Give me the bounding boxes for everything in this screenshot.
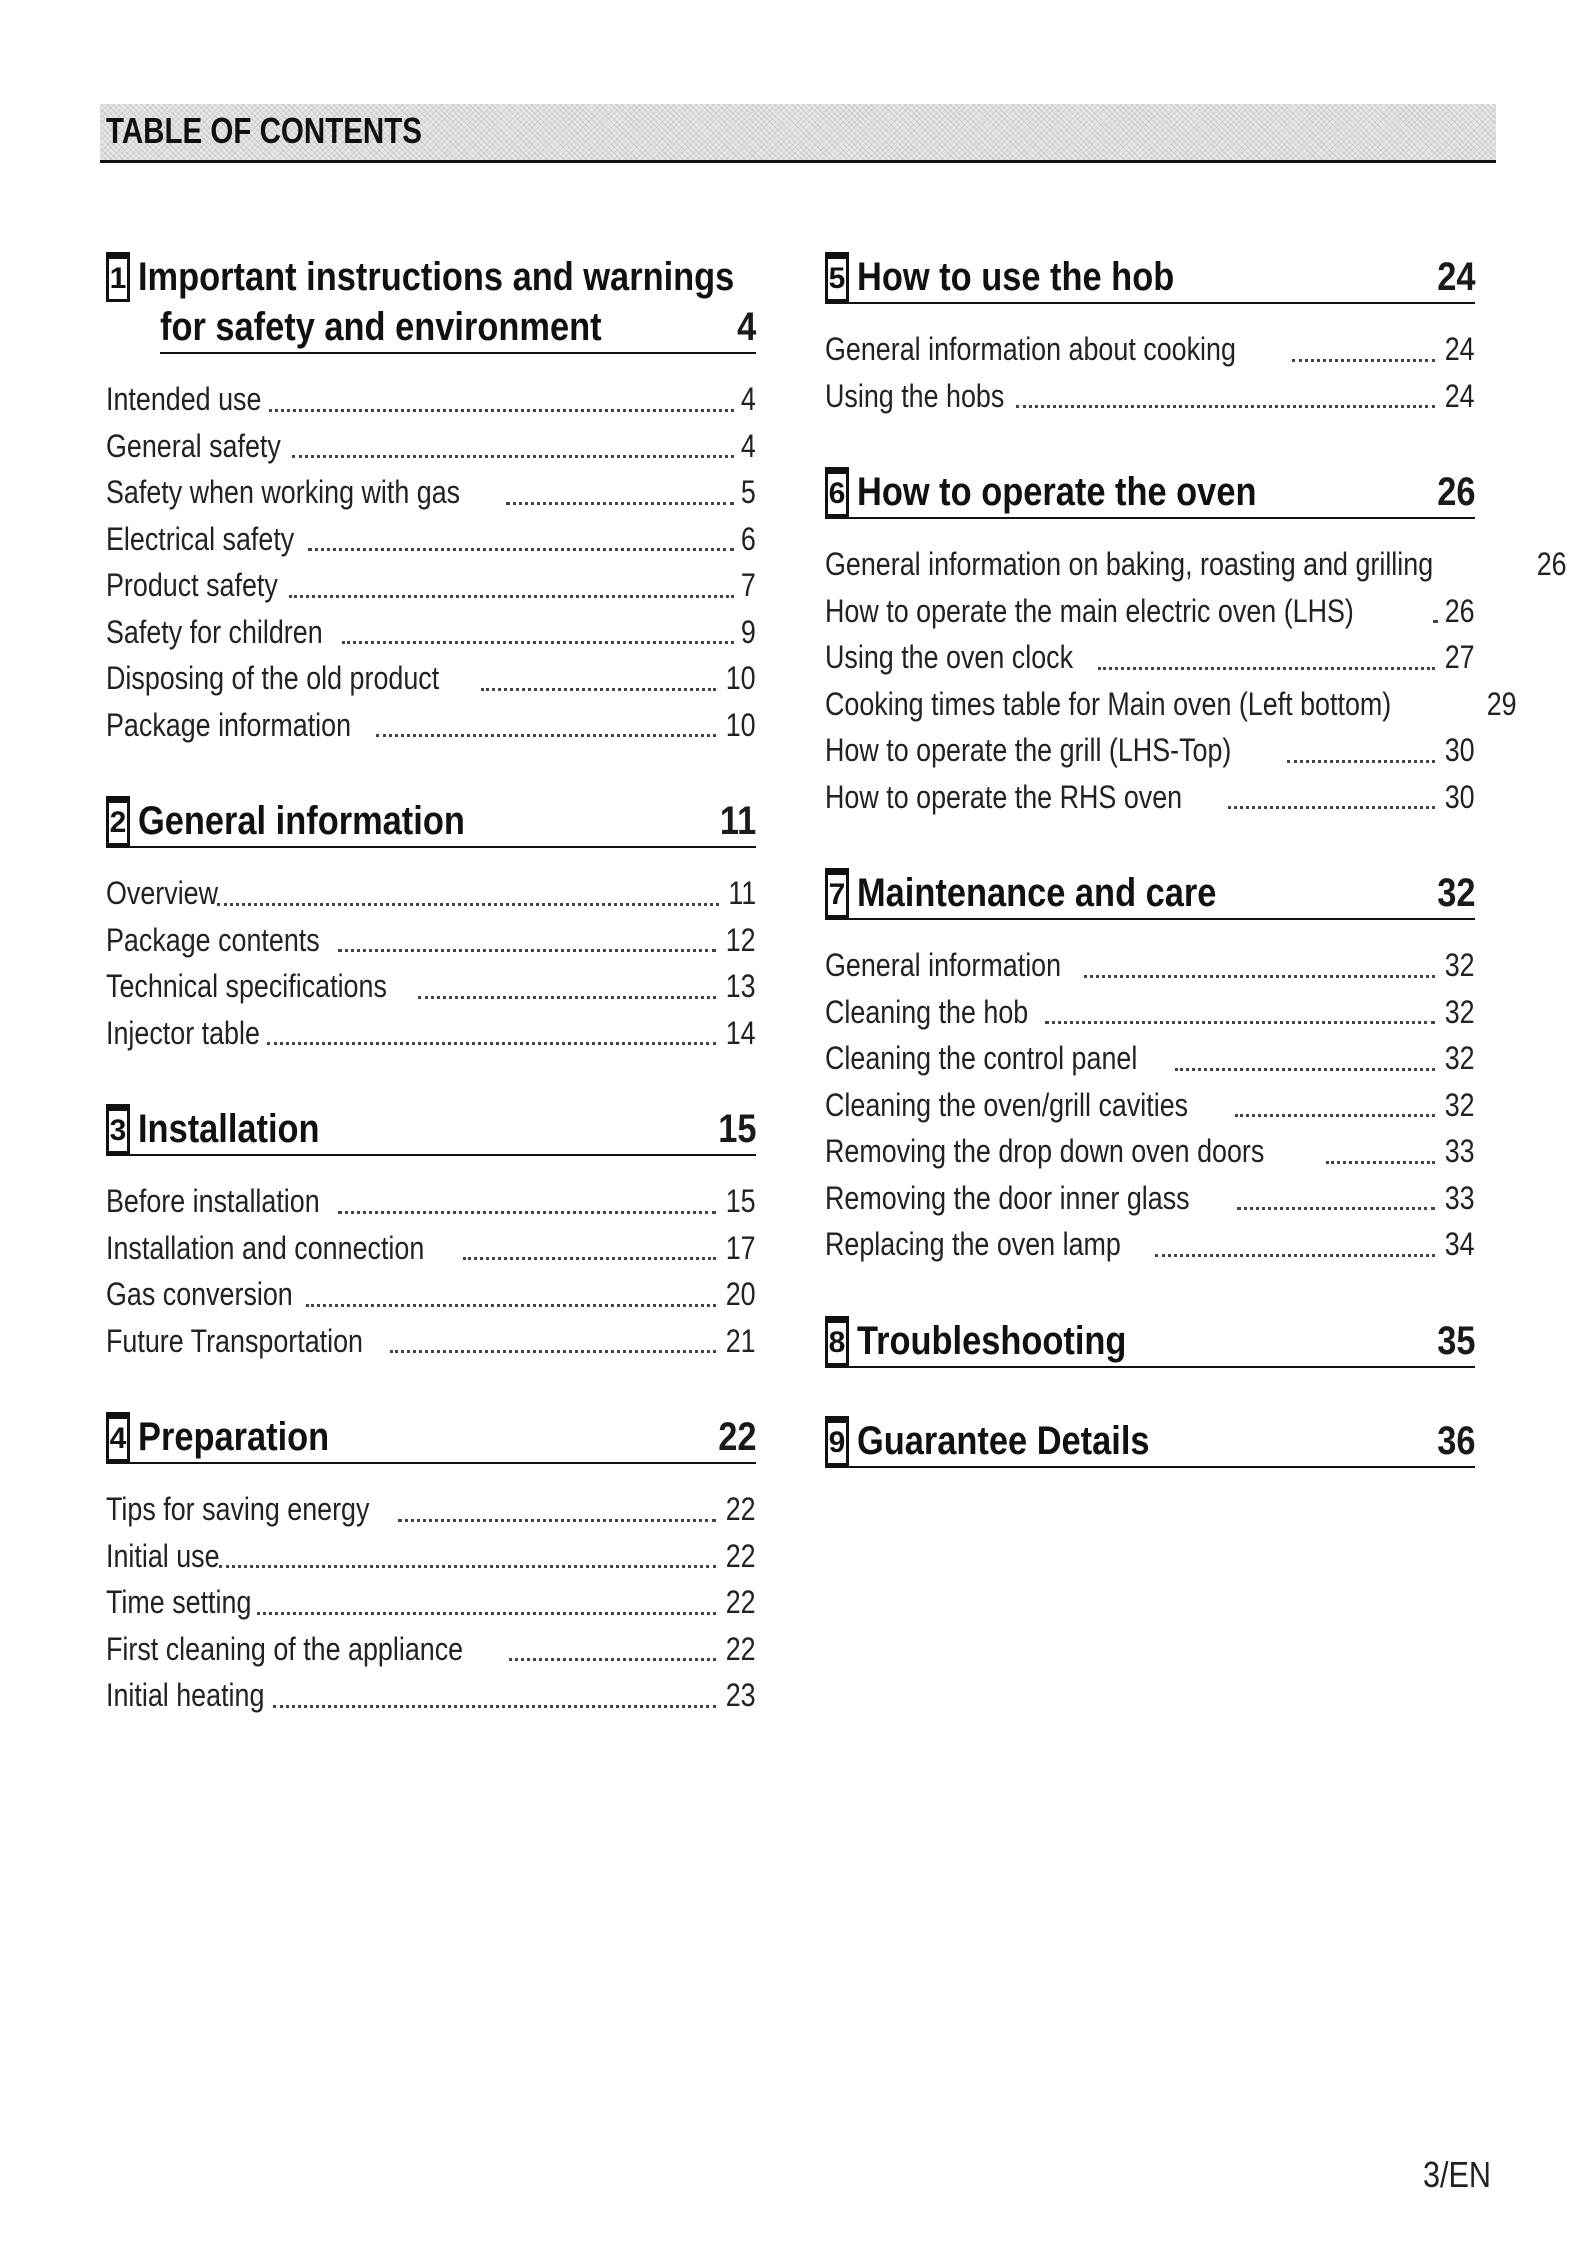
- section-title: Installation: [138, 1107, 320, 1151]
- dot-leader: [338, 949, 716, 952]
- toc-entry-label: Cooking times table for Main oven (Left bottom): [825, 685, 1392, 722]
- toc-entry-page: 24: [1445, 331, 1475, 367]
- toc-entry-label: General information about cooking: [825, 331, 1236, 367]
- toc-entry-label: First cleaning of the appliance: [106, 1630, 464, 1667]
- dot-leader: [390, 1350, 716, 1353]
- toc-entry-label: General safety: [106, 427, 281, 464]
- section-heading[interactable]: [106, 1104, 756, 1156]
- section-title: Guarantee Details: [857, 1418, 1150, 1463]
- section-number-badge: 7: [825, 868, 849, 918]
- toc-section-6: [825, 467, 1567, 820]
- toc-section-8: [825, 1316, 1475, 1368]
- toc-entry[interactable]: [106, 963, 756, 1010]
- toc-entry-page: 23: [726, 1677, 756, 1713]
- dot-leader: [273, 1705, 717, 1708]
- toc-entry[interactable]: [825, 774, 1475, 821]
- dot-leader: [376, 734, 717, 737]
- dot-leader: [219, 1565, 716, 1568]
- toc-entry-page: 10: [726, 660, 756, 696]
- toc-entry[interactable]: [106, 1626, 756, 1673]
- toc-entry-page: 15: [726, 1183, 756, 1219]
- dot-leader: [306, 1304, 716, 1307]
- toc-entry-page: 22: [726, 1630, 756, 1667]
- toc-entry-label: Cleaning the control panel: [825, 1040, 1138, 1076]
- toc-entry-label: Package information: [106, 706, 352, 743]
- toc-entry[interactable]: [106, 1672, 756, 1719]
- dot-leader: [342, 641, 734, 644]
- section-page: 22: [717, 1415, 756, 1459]
- dot-leader: [338, 1211, 716, 1214]
- toc-entry-page: 30: [1445, 778, 1475, 815]
- dot-leader: [1155, 1254, 1435, 1257]
- toc-entry-label: Disposing of the old product: [106, 660, 440, 696]
- section-page: 11: [719, 799, 756, 843]
- toc-entry-label: Time setting: [106, 1584, 252, 1620]
- section-heading[interactable]: [825, 1416, 1475, 1468]
- section-number-badge: 5: [825, 252, 849, 302]
- section-heading[interactable]: [825, 868, 1475, 920]
- section-number-badge: 4: [106, 1412, 130, 1462]
- section-items: [106, 376, 756, 748]
- toc-entry-page: 22: [726, 1584, 756, 1620]
- dot-leader: [509, 1658, 716, 1661]
- toc-entry-label: Electrical safety: [106, 520, 295, 557]
- dot-leader: [292, 455, 734, 458]
- toc-section-3: [106, 1104, 756, 1364]
- dot-leader: [1228, 806, 1435, 809]
- toc-section-4: [106, 1412, 756, 1719]
- toc-entry[interactable]: [106, 1533, 756, 1580]
- toc-entry-label: Technical specifications: [106, 968, 387, 1004]
- toc-entry-page: 17: [726, 1229, 756, 1266]
- toc-entry-page: 32: [1445, 947, 1475, 983]
- toc-right-column: [825, 252, 1567, 1468]
- dot-leader: [1235, 1114, 1435, 1117]
- section-title: Preparation: [138, 1415, 330, 1459]
- toc-section-5: [825, 252, 1475, 419]
- dot-leader: [463, 1257, 716, 1260]
- section-items: [106, 1486, 756, 1719]
- section-heading[interactable]: [106, 252, 756, 354]
- toc-entry-page: 20: [726, 1276, 756, 1312]
- toc-entry[interactable]: [106, 1225, 756, 1272]
- dot-leader: [269, 409, 734, 412]
- toc-entry[interactable]: [825, 634, 1475, 681]
- toc-left-column: [106, 252, 756, 1719]
- section-heading[interactable]: [825, 1316, 1475, 1368]
- toc-entry-label: How to operate the main electric oven (LHS): [825, 592, 1354, 629]
- section-items: [825, 541, 1567, 820]
- dot-leader: [289, 595, 735, 598]
- toc-entry[interactable]: [106, 702, 756, 749]
- toc-entry-label: Before installation: [106, 1183, 320, 1219]
- toc-entry[interactable]: [106, 1178, 756, 1225]
- toc-entry-page: 24: [1445, 377, 1475, 414]
- toc-entry[interactable]: [106, 1579, 756, 1626]
- toc-entry[interactable]: [106, 469, 756, 516]
- section-items: [106, 870, 756, 1056]
- toc-entry-label: Safety when working with gas: [106, 474, 461, 510]
- toc-entry[interactable]: [825, 681, 1517, 728]
- toc-entry-label: Initial heating: [106, 1677, 265, 1713]
- toc-entry-page: 21: [726, 1322, 756, 1359]
- toc-entry-page: 4: [741, 427, 756, 464]
- toc-entry-label: Removing the door inner glass: [825, 1179, 1190, 1216]
- section-title: Maintenance and care: [857, 871, 1217, 915]
- toc-entry[interactable]: [106, 655, 756, 702]
- toc-entry[interactable]: [106, 917, 756, 964]
- page-number: 3/EN: [1422, 2154, 1491, 2195]
- toc-entry[interactable]: [825, 727, 1475, 774]
- section-number-badge: 1: [106, 252, 130, 302]
- dot-leader: [1016, 405, 1435, 408]
- section-number-badge: 9: [825, 1416, 849, 1466]
- page-title: TABLE OF CONTENTS: [106, 110, 422, 151]
- toc-entry-label: Tips for saving energy: [106, 1491, 370, 1527]
- toc-entry[interactable]: [825, 373, 1475, 420]
- toc-section-1: [106, 252, 756, 748]
- dot-leader: [1292, 359, 1435, 362]
- toc-entry[interactable]: [825, 1128, 1475, 1175]
- section-items: [825, 326, 1475, 419]
- toc-header-bar: [100, 104, 1496, 163]
- dot-leader: [257, 1612, 716, 1615]
- section-heading[interactable]: [106, 796, 756, 848]
- toc-entry-page: 32: [1445, 993, 1475, 1030]
- toc-entry-label: Safety for children: [106, 613, 323, 650]
- section-page: 4: [736, 305, 756, 349]
- section-title: Troubleshooting: [857, 1318, 1127, 1363]
- section-number-badge: 2: [106, 796, 130, 846]
- toc-entry[interactable]: [106, 516, 756, 563]
- toc-entry[interactable]: [106, 609, 756, 656]
- dot-leader: [1326, 1161, 1435, 1164]
- toc-entry-label: Using the oven clock: [825, 639, 1074, 675]
- toc-section-9: [825, 1416, 1475, 1468]
- section-heading[interactable]: [106, 1412, 756, 1464]
- dot-leader: [1433, 620, 1436, 623]
- toc-entry-page: 33: [1445, 1179, 1475, 1216]
- toc-entry[interactable]: [106, 423, 756, 470]
- section-items: [825, 942, 1475, 1268]
- section-page: 32: [1436, 871, 1475, 915]
- dot-leader: [418, 996, 716, 999]
- toc-entry[interactable]: [106, 1271, 756, 1318]
- section-heading[interactable]: [825, 467, 1475, 519]
- toc-entry-page: 13: [726, 968, 756, 1004]
- section-number-badge: 3: [106, 1104, 130, 1154]
- dot-leader: [217, 903, 718, 906]
- toc-entry-label: Initial use: [106, 1537, 220, 1574]
- toc-entry-page: 22: [726, 1537, 756, 1574]
- toc-entry-page: 32: [1445, 1086, 1475, 1123]
- toc-entry-label: Installation and connection: [106, 1229, 425, 1266]
- toc-entry-page: 11: [728, 875, 756, 911]
- toc-entry-page: 22: [726, 1491, 756, 1527]
- section-number-badge: 6: [825, 467, 849, 517]
- dot-leader: [1175, 1068, 1436, 1071]
- section-title: How to use the hob: [857, 255, 1175, 299]
- section-page: 15: [717, 1107, 756, 1151]
- dot-leader: [308, 548, 734, 551]
- toc-entry-page: 6: [741, 520, 756, 557]
- section-title: How to operate the oven: [857, 470, 1257, 514]
- toc-entry[interactable]: [825, 1035, 1475, 1082]
- section-page: 35: [1436, 1318, 1475, 1363]
- toc-entry[interactable]: [825, 326, 1475, 373]
- toc-entry-page: 5: [741, 474, 756, 510]
- toc-entry-label: Product safety: [106, 567, 278, 603]
- toc-entry-page: 30: [1445, 732, 1475, 768]
- toc-entry-page: 32: [1445, 1040, 1475, 1076]
- section-page: 26: [1436, 470, 1475, 514]
- toc-section-7: [825, 868, 1475, 1268]
- toc-entry-page: 26: [1536, 546, 1567, 582]
- section-page: 24: [1436, 255, 1475, 299]
- dot-leader: [1237, 1207, 1435, 1210]
- toc-entry[interactable]: [106, 562, 756, 609]
- toc-entry-label: Removing the drop down oven doors: [825, 1133, 1265, 1169]
- toc-entry-page: 9: [741, 613, 756, 650]
- section-title-line2: for safety and environment: [160, 305, 602, 349]
- toc-entry[interactable]: [106, 376, 756, 423]
- section-page: 36: [1436, 1418, 1475, 1463]
- dot-leader: [1287, 760, 1436, 763]
- toc-entry-label: General information: [825, 947, 1062, 983]
- toc-entry-label: Intended use: [106, 381, 262, 417]
- toc-entry-label: Gas conversion: [106, 1276, 293, 1312]
- toc-entry[interactable]: [106, 1010, 756, 1057]
- toc-entry-label: Replacing the oven lamp: [825, 1226, 1121, 1262]
- toc-entry-page: 12: [726, 921, 756, 958]
- toc-entry-page: 34: [1445, 1226, 1475, 1262]
- dot-leader: [481, 688, 717, 691]
- dot-leader: [398, 1519, 717, 1522]
- toc-entry[interactable]: [825, 989, 1475, 1036]
- toc-entry[interactable]: [825, 1082, 1475, 1129]
- toc-entry[interactable]: [825, 1175, 1475, 1222]
- toc-entry[interactable]: [106, 870, 756, 917]
- toc-entry-label: Future Transportation: [106, 1322, 363, 1359]
- toc-entry-label: Cleaning the oven/grill cavities: [825, 1086, 1189, 1123]
- toc-entry-page: 4: [741, 381, 756, 417]
- toc-entry-page: 14: [726, 1014, 756, 1051]
- toc-section-2: [106, 796, 756, 1056]
- toc-entry[interactable]: [825, 541, 1567, 588]
- toc-entry[interactable]: [106, 1318, 756, 1365]
- dot-leader: [506, 502, 735, 505]
- toc-entry-label: How to operate the RHS oven: [825, 778, 1183, 815]
- dot-leader: [1045, 1021, 1435, 1024]
- toc-entry-page: 33: [1445, 1133, 1475, 1169]
- toc-entry-label: Cleaning the hob: [825, 993, 1029, 1030]
- section-items: [106, 1178, 756, 1364]
- toc-entry-label: Overview: [106, 875, 219, 911]
- toc-entry-label: Using the hobs: [825, 377, 1005, 414]
- toc-entry-page: 7: [741, 567, 756, 603]
- toc-entry[interactable]: [825, 588, 1475, 635]
- toc-entry-label: General information on baking, roasting and grilling: [825, 546, 1434, 582]
- toc-entry[interactable]: [825, 942, 1475, 989]
- section-number-badge: 8: [825, 1316, 849, 1366]
- toc-entry-page: 29: [1486, 685, 1517, 722]
- section-title-line1: Important instructions and warnings: [138, 255, 735, 299]
- toc-entry-page: 10: [726, 706, 756, 743]
- toc-entry-label: How to operate the grill (LHS-Top): [825, 732, 1232, 768]
- toc-entry-page: 27: [1445, 639, 1475, 675]
- toc-entry-label: Package contents: [106, 921, 320, 958]
- dot-leader: [267, 1042, 716, 1045]
- toc-entry[interactable]: [825, 1221, 1475, 1268]
- toc-entry-label: Injector table: [106, 1014, 260, 1051]
- toc-entry[interactable]: [106, 1486, 756, 1533]
- section-title: General information: [138, 799, 465, 843]
- section-heading[interactable]: [825, 252, 1475, 304]
- dot-leader: [1098, 667, 1435, 670]
- toc-entry-page: 26: [1445, 592, 1475, 629]
- dot-leader: [1084, 975, 1435, 978]
